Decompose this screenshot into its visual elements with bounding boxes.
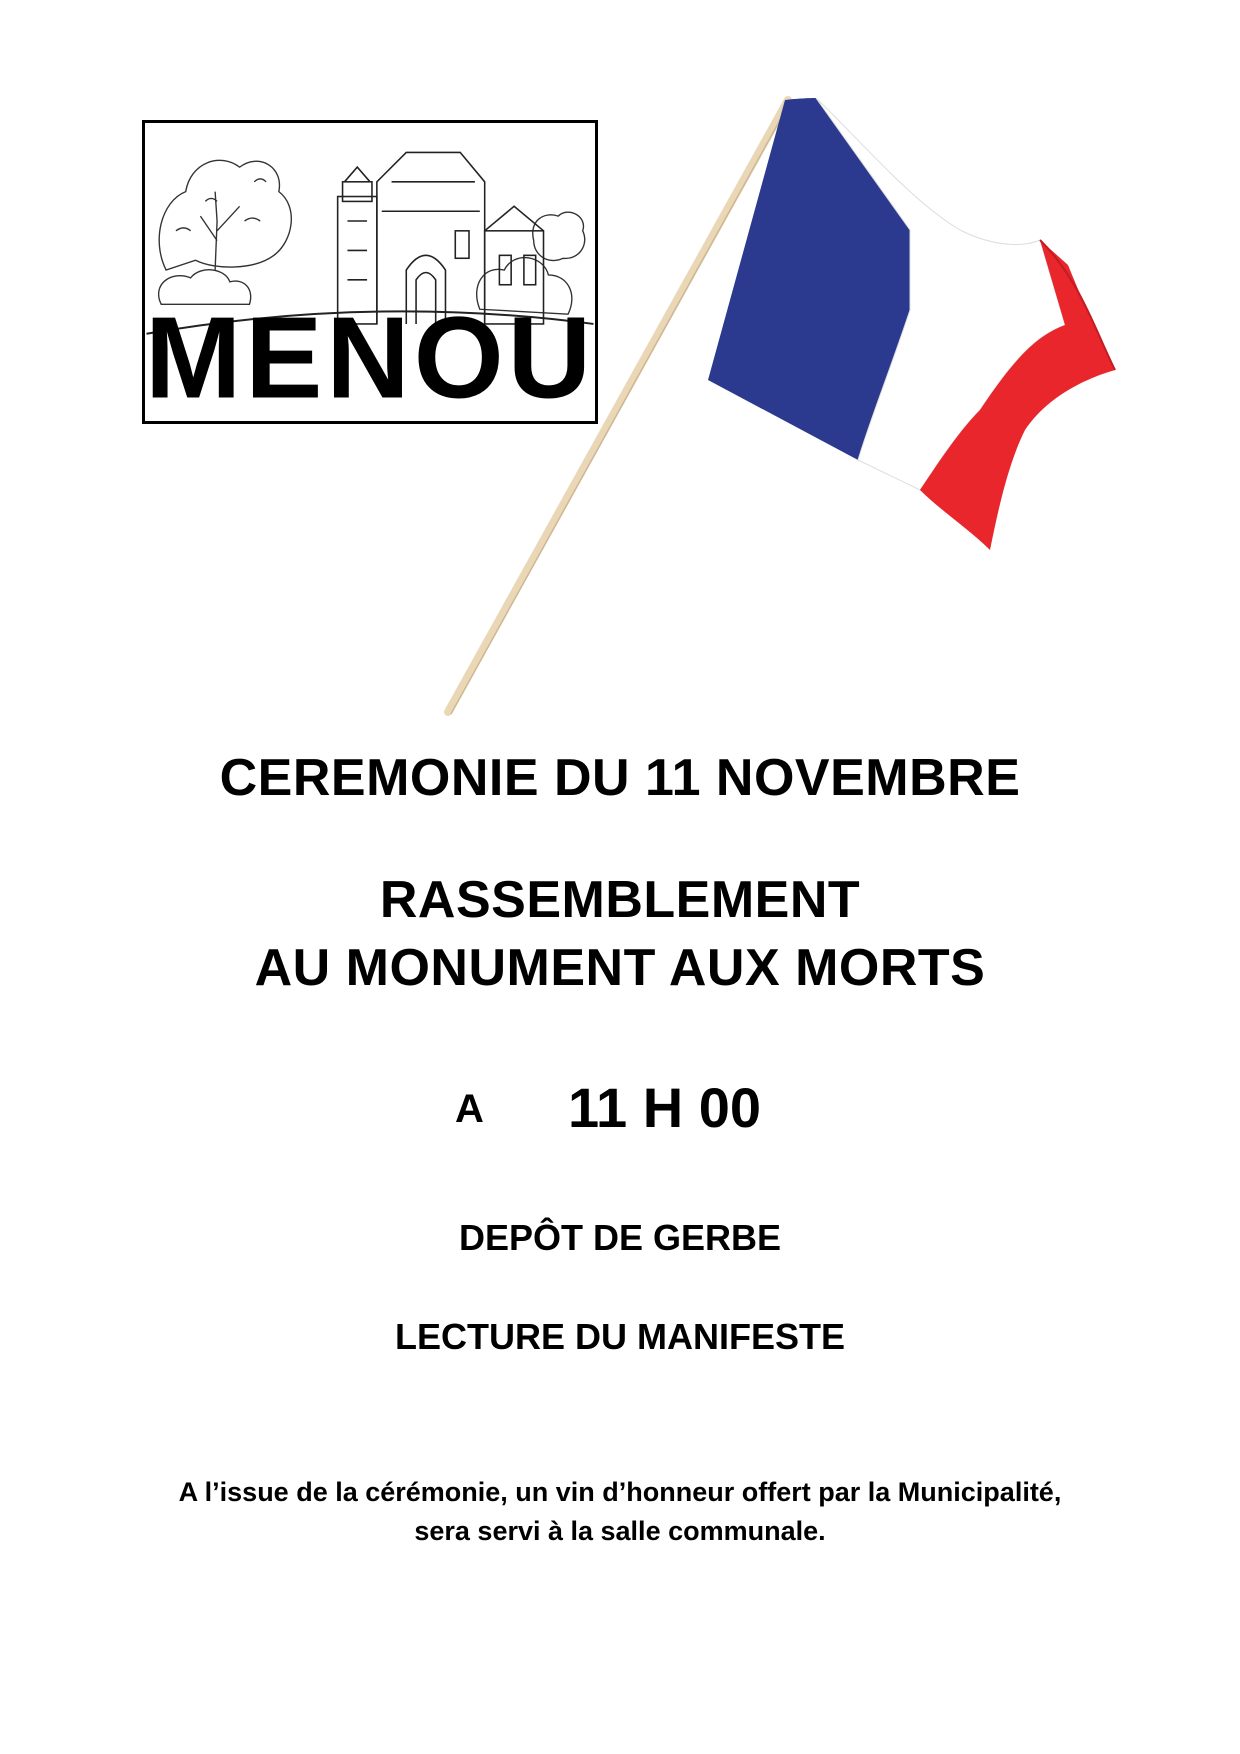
program-item-manifesto: LECTURE DU MANIFESTE — [395, 1316, 845, 1357]
footer-note — [0, 1473, 1240, 1551]
footer-line-1: A l’issue de la cérémonie, un vin d’honneur offert par la Municipalité, — [178, 1477, 1062, 1507]
program-item-wreath: DEPÔT DE GERBE — [458, 1217, 782, 1258]
time-prefix: A — [455, 1087, 484, 1131]
gathering-line-2: AU MONUMENT AUX MORTS — [254, 939, 986, 997]
gathering-line-1: RASSEMBLEMENT — [379, 871, 861, 929]
footer-line-2: sera servi à la salle communale. — [414, 1516, 826, 1546]
ceremony-time — [0, 1075, 1240, 1145]
time-value: 11 H 00 — [568, 1076, 762, 1139]
french-tricolour-flag-icon — [440, 80, 1140, 760]
french-flag-illustration — [440, 80, 1140, 760]
logo-wordmark: MENOU — [145, 292, 595, 421]
ceremony-title: CEREMONIE DU 11 NOVEMBRE — [219, 749, 1021, 807]
